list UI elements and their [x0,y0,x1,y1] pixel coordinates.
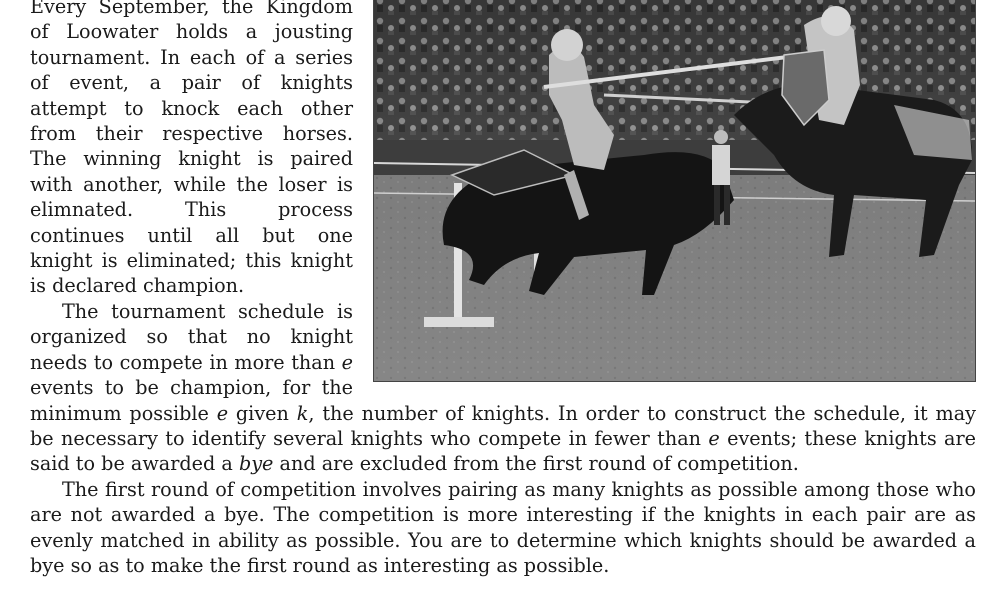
paragraph-intro-text: Every September, the Kingdom of Loowater holds a jousting tournament. In each of a series of event, a pair of knights attempt to knock each other from their respective horses. The winning knight is paired with another, while the loser is elimnated. This process continues until all but one knight is eliminated; this knight is declared champion. [30,0,353,298]
term-bye: bye [238,452,274,476]
paragraph-schedule-text-4: , the number of knights. In order to construct the schedule, it may be necessary to identify several knights who compete in fewer than [30,401,977,450]
paragraph-schedule-text-3: given [228,401,297,425]
paragraph-schedule-text-5: events; these knights are said to be awarded a [30,426,976,476]
paragraph-schedule-text-1: The tournament schedule is organized so that no knight needs to compete in more than [30,299,353,374]
jousting-knights-photo [373,0,976,382]
math-k: k [296,401,309,425]
paragraph-first-round-text: The first round of competition involves pairing as many knights as possible among those who are not awarded a bye. The competition is more interesting if the knights in each pair are as evenly matched in ability as possible. You are to determine which knights should be awarded a bye so as to make the first round as interesting as possible. [30,477,976,577]
jousting-knights-photo-icon [374,0,975,381]
math-e: e [341,350,353,374]
paragraph-first-round [30,477,976,579]
problem-statement [30,0,976,578]
paragraph-schedule-text-2: events to be champion, for the minimum possible [30,376,353,425]
math-e: e [708,426,720,450]
paragraph-schedule-text-6: and are excluded from the first round of competition. [273,452,799,476]
math-e: e [216,401,229,425]
